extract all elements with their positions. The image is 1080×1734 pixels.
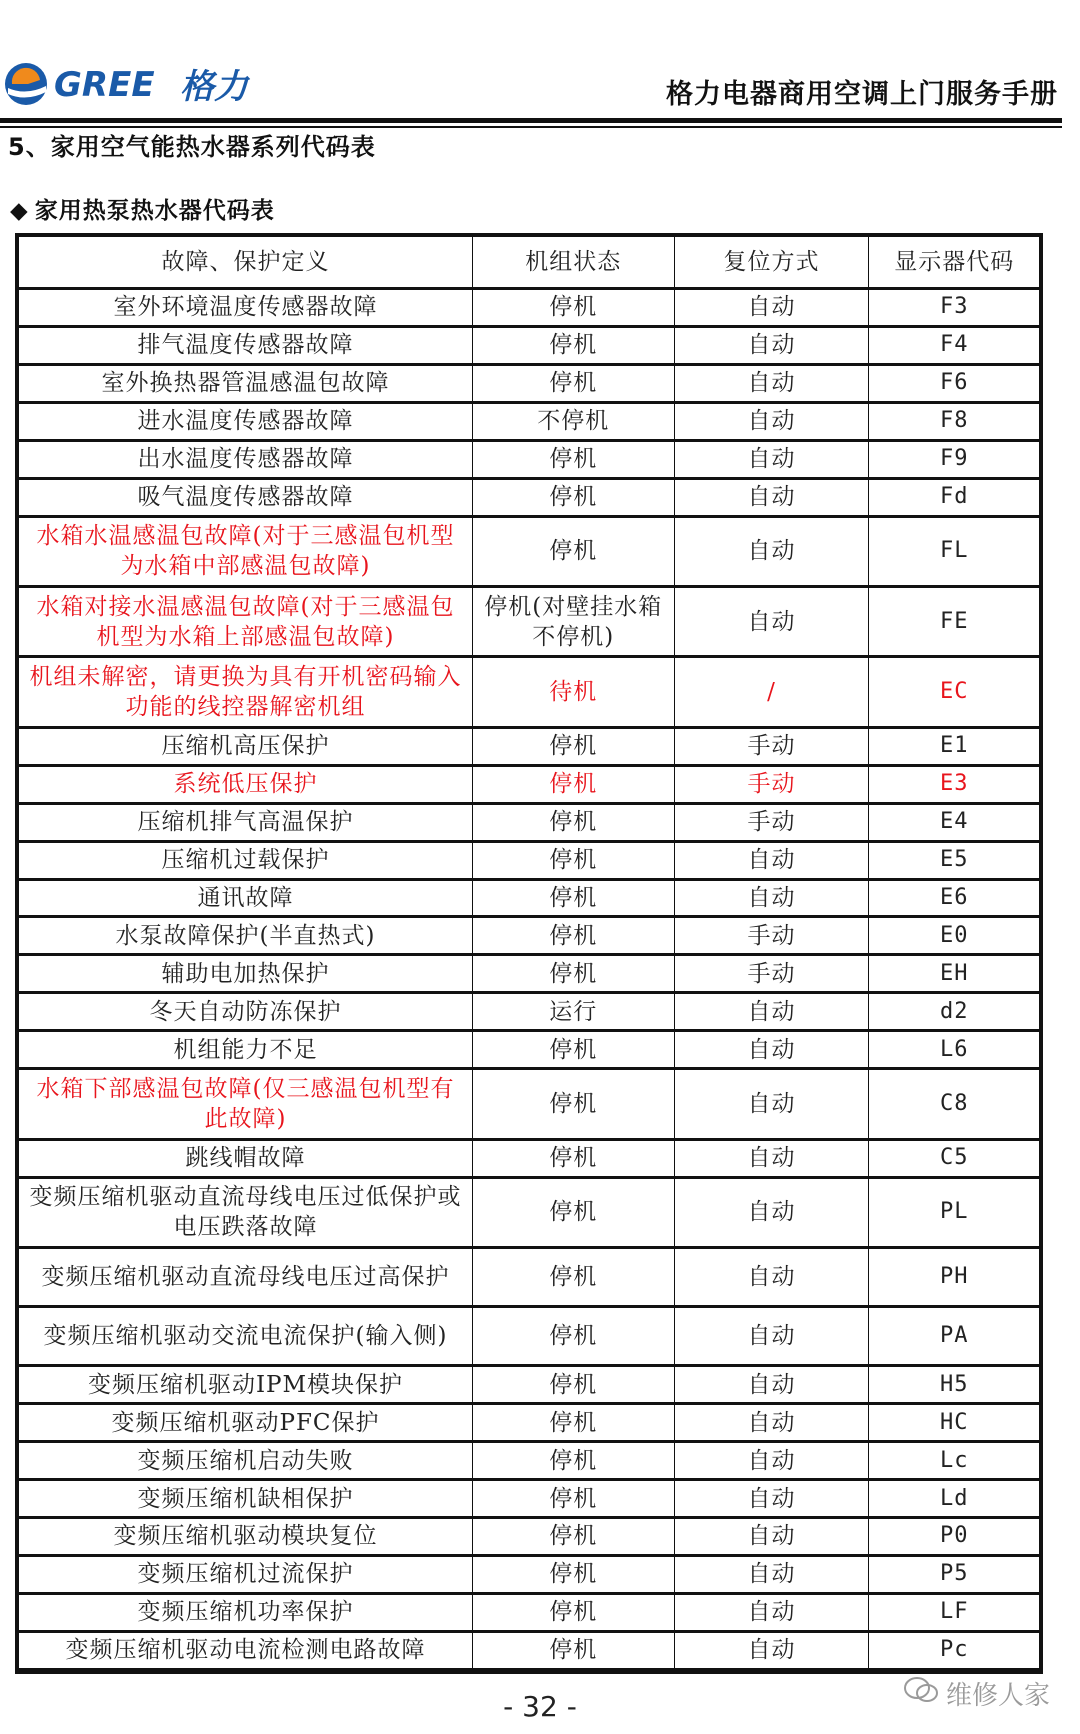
- cell-reset: 自动: [674, 879, 869, 917]
- cell-code: E4: [869, 803, 1040, 841]
- table-row: [19, 516, 1040, 586]
- cell-code: EH: [869, 955, 1040, 993]
- cell-code: E5: [869, 841, 1040, 879]
- cell-code: LF: [869, 1593, 1040, 1631]
- table-row: [19, 657, 1040, 727]
- table-row: [19, 803, 1040, 841]
- cell-code: F4: [869, 326, 1040, 364]
- cell-code: F6: [869, 364, 1040, 402]
- table-row: [19, 1404, 1040, 1442]
- cell-reset: 手动: [674, 803, 869, 841]
- table-row: [19, 1442, 1040, 1480]
- gree-logo-graphic: [2, 62, 292, 122]
- cell-code: HC: [869, 1404, 1040, 1442]
- cell-definition: 压缩机排气高温保护: [19, 803, 473, 841]
- cell-reset: 手动: [674, 765, 869, 803]
- cell-reset: 自动: [674, 516, 869, 586]
- cell-reset: 自动: [674, 1555, 869, 1593]
- cell-reset: 自动: [674, 289, 869, 327]
- cell-code: E0: [869, 917, 1040, 955]
- cell-code: d2: [869, 993, 1040, 1031]
- cell-code: C5: [869, 1139, 1040, 1177]
- cell-reset: 手动: [674, 917, 869, 955]
- table-row: [19, 1593, 1040, 1631]
- cell-state: 停机: [473, 841, 675, 879]
- cell-state: 停机: [473, 1631, 675, 1669]
- cell-reset: 自动: [674, 1031, 869, 1069]
- header-rule: [0, 118, 1062, 123]
- table-row: [19, 1139, 1040, 1177]
- cell-reset: 自动: [674, 364, 869, 402]
- cell-definition: 出水温度传感器故障: [19, 440, 473, 478]
- cell-definition: 水箱下部感温包故障(仅三感温包机型有此故障): [19, 1069, 473, 1139]
- cell-definition: 水箱对接水温感温包故障(对于三感温包机型为水箱上部感温包故障): [19, 587, 473, 657]
- cell-state: 停机: [473, 1404, 675, 1442]
- cell-state: 停机: [473, 803, 675, 841]
- column-header-definition: 故障、保护定义: [19, 237, 473, 289]
- cell-reset: 自动: [674, 478, 869, 516]
- gree-logo: [2, 62, 292, 122]
- cell-definition: 变频压缩机驱动IPM模块保护: [19, 1366, 473, 1404]
- table-row: [19, 1366, 1040, 1404]
- cell-state: 停机: [473, 1307, 675, 1366]
- column-header-state: 机组状态: [473, 237, 675, 289]
- cell-reset: 自动: [674, 1518, 869, 1556]
- cell-state: 停机: [473, 1139, 675, 1177]
- cell-state: 停机: [473, 440, 675, 478]
- cell-reset: 自动: [674, 993, 869, 1031]
- table-row: [19, 1555, 1040, 1593]
- cell-state: 停机: [473, 1366, 675, 1404]
- cell-definition: 水泵故障保护(半直热式): [19, 917, 473, 955]
- cell-state: 停机: [473, 879, 675, 917]
- cell-code: L6: [869, 1031, 1040, 1069]
- table-row: [19, 955, 1040, 993]
- cell-reset: 自动: [674, 1247, 869, 1306]
- cell-definition: 变频压缩机驱动直流母线电压过低保护或电压跌落故障: [19, 1177, 473, 1247]
- cell-reset: 手动: [674, 727, 869, 765]
- cell-definition: 通讯故障: [19, 879, 473, 917]
- cell-reset: 自动: [674, 587, 869, 657]
- cell-state: 停机: [473, 1247, 675, 1306]
- table-row: [19, 478, 1040, 516]
- table-row: [19, 1307, 1040, 1366]
- cell-definition: 水箱水温感温包故障(对于三感温包机型为水箱中部感温包故障): [19, 516, 473, 586]
- table-row: [19, 841, 1040, 879]
- diamond-bullet-icon: ◆: [10, 198, 29, 224]
- cell-code: Pc: [869, 1631, 1040, 1669]
- cell-code: PA: [869, 1307, 1040, 1366]
- cell-state: 停机: [473, 364, 675, 402]
- cell-definition: 机组未解密，请更换为具有开机密码输入功能的线控器解密机组: [19, 657, 473, 727]
- cell-definition: 变频压缩机驱动模块复位: [19, 1518, 473, 1556]
- cell-definition: 机组能力不足: [19, 1031, 473, 1069]
- logo-text: GREE: [54, 65, 155, 105]
- cell-reset: 自动: [674, 1139, 869, 1177]
- cell-definition: 室外环境温度传感器故障: [19, 289, 473, 327]
- table-row: [19, 993, 1040, 1031]
- table-row: [19, 289, 1040, 327]
- cell-code: P0: [869, 1518, 1040, 1556]
- cell-definition: 变频压缩机过流保护: [19, 1555, 473, 1593]
- cell-definition: 变频压缩机功率保护: [19, 1593, 473, 1631]
- cell-reset: 自动: [674, 326, 869, 364]
- sub-heading: [10, 192, 275, 225]
- cell-definition: 变频压缩机缺相保护: [19, 1480, 473, 1518]
- cell-state: 待机: [473, 657, 675, 727]
- cell-definition: 压缩机高压保护: [19, 727, 473, 765]
- cell-reset: 自动: [674, 1593, 869, 1631]
- cell-code: E6: [869, 879, 1040, 917]
- cell-state: 停机: [473, 1518, 675, 1556]
- cell-definition: 跳线帽故障: [19, 1139, 473, 1177]
- cell-definition: 室外换热器管温感温包故障: [19, 364, 473, 402]
- cell-definition: 变频压缩机启动失败: [19, 1442, 473, 1480]
- cell-state: 停机: [473, 326, 675, 364]
- watermark-text: 维修人家: [945, 1681, 1050, 1711]
- cell-reset: 自动: [674, 1177, 869, 1247]
- table-row: [19, 1518, 1040, 1556]
- cell-reset: 自动: [674, 440, 869, 478]
- cell-state: 停机: [473, 727, 675, 765]
- table-header-row: [19, 237, 1040, 289]
- cell-code: Lc: [869, 1442, 1040, 1480]
- table-row: [19, 326, 1040, 364]
- cell-code: E3: [869, 765, 1040, 803]
- table-row: [19, 440, 1040, 478]
- cell-state: 停机: [473, 1555, 675, 1593]
- table-row: [19, 1031, 1040, 1069]
- cell-state: 不停机: [473, 402, 675, 440]
- cell-state: 停机: [473, 1069, 675, 1139]
- cell-definition: 进水温度传感器故障: [19, 402, 473, 440]
- section-heading: 5、家用空气能热水器系列代码表: [8, 133, 376, 161]
- cell-reset: 自动: [674, 1366, 869, 1404]
- table-row: [19, 879, 1040, 917]
- cell-state: 停机: [473, 1593, 675, 1631]
- cell-code: FL: [869, 516, 1040, 586]
- cell-reset: 自动: [674, 1631, 869, 1669]
- cell-definition: 系统低压保护: [19, 765, 473, 803]
- cell-state: 停机: [473, 955, 675, 993]
- cell-reset: 自动: [674, 841, 869, 879]
- cell-code: Ld: [869, 1480, 1040, 1518]
- cell-code: P5: [869, 1555, 1040, 1593]
- table-row: [19, 1177, 1040, 1247]
- table-row: [19, 364, 1040, 402]
- cell-state: 停机: [473, 1177, 675, 1247]
- cell-code: Fd: [869, 478, 1040, 516]
- cell-reset: 自动: [674, 1480, 869, 1518]
- cell-definition: 变频压缩机驱动PFC保护: [19, 1404, 473, 1442]
- column-header-code: 显示器代码: [869, 237, 1040, 289]
- column-header-reset: 复位方式: [674, 237, 869, 289]
- cell-state: 停机: [473, 765, 675, 803]
- cell-definition: 冬天自动防冻保护: [19, 993, 473, 1031]
- manual-title: 格力电器商用空调上门服务手册: [666, 79, 1058, 110]
- cell-definition: 变频压缩机驱动直流母线电压过高保护: [19, 1247, 473, 1306]
- cell-reset: /: [674, 657, 869, 727]
- cell-code: PL: [869, 1177, 1040, 1247]
- cell-code: H5: [869, 1366, 1040, 1404]
- logo-chinese: 格力: [180, 67, 248, 107]
- cell-state: 停机: [473, 917, 675, 955]
- cell-definition: 变频压缩机驱动交流电流保护(输入侧): [19, 1307, 473, 1366]
- table-row: [19, 1247, 1040, 1306]
- cell-reset: 自动: [674, 1069, 869, 1139]
- cell-state: 停机: [473, 478, 675, 516]
- cell-code: EC: [869, 657, 1040, 727]
- cell-reset: 自动: [674, 1404, 869, 1442]
- cell-definition: 吸气温度传感器故障: [19, 478, 473, 516]
- sub-heading-text: 家用热泵热水器代码表: [34, 198, 275, 224]
- cell-state: 停机(对壁挂水箱不停机): [473, 587, 675, 657]
- cell-state: 停机: [473, 1031, 675, 1069]
- cell-state: 运行: [473, 993, 675, 1031]
- cell-state: 停机: [473, 1480, 675, 1518]
- table-row: [19, 587, 1040, 657]
- cell-state: 停机: [473, 516, 675, 586]
- cell-code: F8: [869, 402, 1040, 440]
- cell-reset: 自动: [674, 402, 869, 440]
- cell-definition: 辅助电加热保护: [19, 955, 473, 993]
- page-number: - 32 -: [503, 1690, 577, 1723]
- cell-code: F3: [869, 289, 1040, 327]
- cell-definition: 变频压缩机驱动电流检测电路故障: [19, 1631, 473, 1669]
- cell-reset: 自动: [674, 1307, 869, 1366]
- fault-code-table: [15, 233, 1043, 1674]
- cell-code: FE: [869, 587, 1040, 657]
- cell-code: C8: [869, 1069, 1040, 1139]
- table-row: [19, 402, 1040, 440]
- table-row: [19, 727, 1040, 765]
- cell-state: 停机: [473, 1442, 675, 1480]
- table-row: [19, 1631, 1040, 1669]
- table-row: [19, 1069, 1040, 1139]
- table-row: [19, 1480, 1040, 1518]
- cell-definition: 排气温度传感器故障: [19, 326, 473, 364]
- cell-state: 停机: [473, 289, 675, 327]
- cell-reset: 手动: [674, 955, 869, 993]
- cell-reset: 自动: [674, 1442, 869, 1480]
- table-row: [19, 765, 1040, 803]
- cell-definition: 压缩机过载保护: [19, 841, 473, 879]
- cell-code: E1: [869, 727, 1040, 765]
- table-row: [19, 917, 1040, 955]
- cell-code: PH: [869, 1247, 1040, 1306]
- cell-code: F9: [869, 440, 1040, 478]
